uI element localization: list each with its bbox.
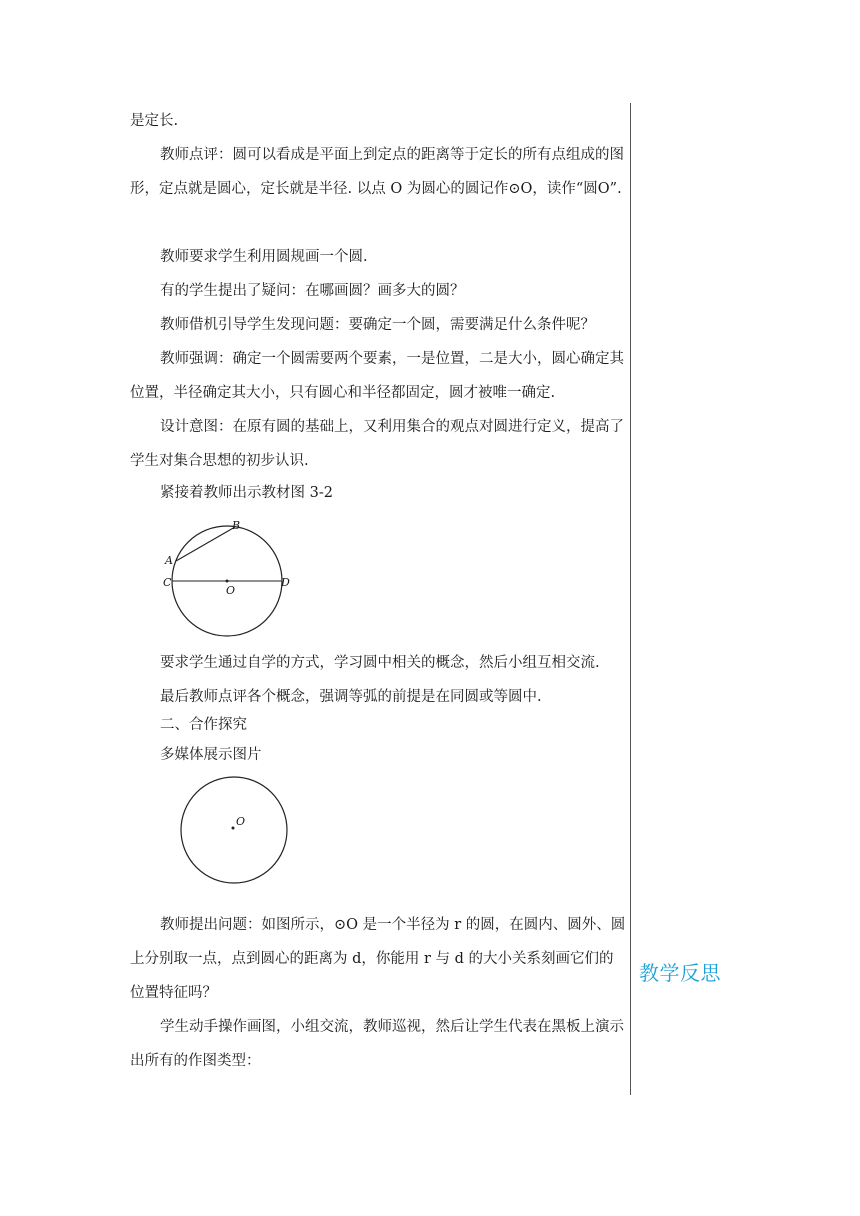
paragraph-9: 要求学生通过自学的方式，学习圆中相关的概念，然后小组互相交流.	[160, 655, 600, 671]
paragraph-1: 是定长.	[130, 113, 179, 129]
margin-divider-line	[630, 103, 631, 1095]
circle-outline	[181, 777, 287, 883]
label-o: O	[226, 584, 236, 597]
circle-chord-diameter-figure	[155, 512, 305, 642]
label-a: A	[165, 554, 173, 567]
paragraph-7: 设计意图：在原有圆的基础上，又利用集合的观点对圆进行定义，提高了学生对集合思想的初步认识.	[130, 419, 624, 469]
paragraph-14: 学生动手操作画图，小组交流，教师巡视，然后让学生代表在黑板上演示出所有的作图类型：	[130, 1019, 624, 1069]
teaching-reflection-label: 教学反思	[639, 961, 721, 985]
paragraph-10: 最后教师点评各个概念，强调等弧的前提是在同圆或等圆中.	[160, 689, 542, 705]
label-o: O	[236, 815, 246, 828]
paragraph-8: 紧接着教师出示教材图 3-2	[160, 485, 333, 501]
section-heading-cooperative-inquiry: 二、合作探究	[160, 717, 247, 733]
label-b: B	[232, 519, 241, 532]
paragraph-4: 有的学生提出了疑问：在哪画圆？画多大的圆？	[160, 283, 465, 299]
circle-o-figure	[175, 775, 295, 890]
paragraph-12: 多媒体展示图片	[160, 747, 262, 763]
chord-ab	[176, 527, 235, 561]
paragraph-3: 教师要求学生利用圆规画一个圆.	[160, 249, 368, 265]
paragraph-13: 教师提出问题：如图所示，⊙O 是一个半径为 r 的圆，在圆内、圆外、圆上分别取一点，点到圆心的距离为 d，你能用 r 与 d 的大小关系刻画它们的位置特征吗？	[130, 917, 626, 1001]
center-point	[226, 580, 229, 583]
center-point	[232, 827, 235, 830]
paragraph-5: 教师借机引导学生发现问题：要确定一个圆，需要满足什么条件呢？	[160, 317, 595, 333]
label-d: D	[281, 576, 290, 589]
paragraph-6: 教师强调：确定一个圆需要两个要素，一是位置，二是大小，圆心确定其位置，半径确定其大小，只有圆心和半径都固定，圆才被唯一确定.	[130, 351, 624, 401]
paragraph-2: 教师点评：圆可以看成是平面上到定点的距离等于定长的所有点组成的图形，定点就是圆心，定长就是半径. 以点 O 为圆心的圆记作⊙O，读作“圆O”.	[130, 147, 624, 197]
label-c: C	[163, 576, 172, 589]
